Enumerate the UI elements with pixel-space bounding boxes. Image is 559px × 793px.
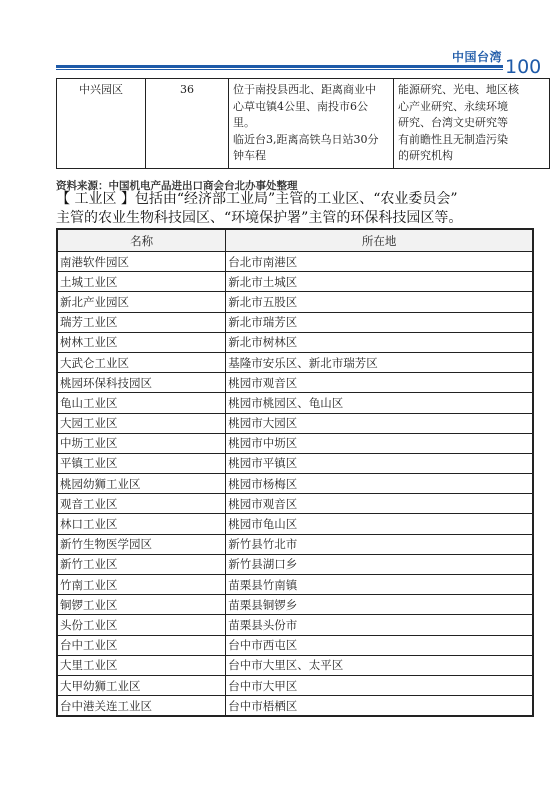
location-line: 位于南投县西北、距离商业中 [233, 83, 376, 96]
zone-location: 桃园市观音区 [226, 494, 533, 514]
field-line: 的研究机构 [398, 149, 453, 162]
zone-location: 桃园市桃园区、龟山区 [226, 393, 533, 413]
field-line: 能源研究、光电、地区核 [398, 83, 519, 96]
header-title: 中国台湾 [452, 50, 503, 64]
table-row [57, 433, 533, 453]
zone-location: 桃园市中坜区 [226, 433, 533, 453]
table-row [57, 79, 550, 169]
zone-name: 观音工业区 [57, 494, 226, 514]
table-row [57, 575, 533, 595]
table-row [57, 534, 533, 554]
zone-location: 桃园市平镇区 [226, 453, 533, 473]
field-line: 心产业研究、永续环境 [398, 99, 508, 113]
table-row [57, 635, 533, 655]
table-row [57, 352, 533, 372]
zone-name: 瑞芳工业区 [57, 312, 226, 332]
zone-name: 大甲幼狮工业区 [57, 675, 226, 695]
table-row [57, 272, 533, 292]
zone-name: 新竹生物医学园区 [57, 534, 226, 554]
table-row [57, 675, 533, 695]
park-location [229, 79, 394, 169]
zone-location: 新竹县湖口乡 [226, 554, 533, 574]
zone-name: 龟山工业区 [57, 393, 226, 413]
zone-location: 台北市南港区 [226, 252, 533, 272]
zone-location: 基隆市安乐区、新北市瑞芳区 [226, 352, 533, 372]
table-row [57, 332, 533, 352]
table-row [57, 393, 533, 413]
location-line: 临近台3,距离高铁乌日站30分 [233, 132, 379, 146]
table-row [57, 474, 533, 494]
zone-location: 台中市大里区、太平区 [226, 655, 533, 675]
zone-name: 土城工业区 [57, 272, 226, 292]
zone-name: 新竹工业区 [57, 554, 226, 574]
field-line: 有前瞻性且无制造污染 [398, 132, 508, 146]
header-rule-thin [56, 69, 503, 70]
zone-name: 大园工业区 [57, 413, 226, 433]
table-row [57, 292, 533, 312]
table-row [57, 595, 533, 615]
zone-name: 中坜工业区 [57, 433, 226, 453]
zone-name: 竹南工业区 [57, 575, 226, 595]
zone-location: 桃园市杨梅区 [226, 474, 533, 494]
table-row [57, 373, 533, 393]
industrial-zone-table [56, 228, 534, 717]
zone-location: 台中市西屯区 [226, 635, 533, 655]
intro-paragraph [56, 190, 534, 227]
zone-name: 台中工业区 [57, 635, 226, 655]
zone-location: 新北市五股区 [226, 292, 533, 312]
zone-name: 新北产业园区 [57, 292, 226, 312]
zone-location: 台中市梧栖区 [226, 696, 533, 717]
zone-name: 桃园幼狮工业区 [57, 474, 226, 494]
park-field [394, 79, 550, 169]
zone-location: 苗栗县头份市 [226, 615, 533, 635]
zone-name: 台中港关连工业区 [57, 696, 226, 717]
field-line: 研究、台湾文史研究等 [398, 116, 508, 129]
zone-location: 新北市瑞芳区 [226, 312, 533, 332]
zone-name: 林口工业区 [57, 514, 226, 534]
zone-location: 新北市树林区 [226, 332, 533, 352]
zone-name: 大武仑工业区 [57, 352, 226, 372]
table-row [57, 655, 533, 675]
source-note: 资料来源：中国机电产品进出口商会台北办事处整理 [56, 180, 298, 192]
paragraph-line: 【 工业区 】包括由“经济部工业局”主管的工业区、“农业委员会” [56, 191, 458, 207]
park-info-table [56, 78, 550, 169]
table-header-row [57, 229, 533, 252]
zone-name: 铜锣工业区 [57, 595, 226, 615]
park-name: 中兴园区 [57, 79, 146, 169]
table-row [57, 494, 533, 514]
zone-location: 新北市土城区 [226, 272, 533, 292]
paragraph-line: 主管的农业生物科技园区、“环境保护署”主管的环保科技园区等。 [56, 209, 463, 226]
table-row [57, 696, 533, 717]
column-header-name: 名称 [57, 229, 226, 252]
table-row [57, 514, 533, 534]
column-header-location: 所在地 [226, 229, 533, 252]
zone-name: 大里工业区 [57, 655, 226, 675]
zone-name: 头份工业区 [57, 615, 226, 635]
zone-name: 树林工业区 [57, 332, 226, 352]
zone-name: 南港软件园区 [57, 252, 226, 272]
zone-location: 苗栗县竹南镇 [226, 575, 533, 595]
table-row [57, 615, 533, 635]
zone-name: 桃园环保科技园区 [57, 373, 226, 393]
zone-location: 台中市大甲区 [226, 675, 533, 695]
zone-location: 苗栗县铜锣乡 [226, 595, 533, 615]
table-row [57, 312, 533, 332]
table-row [57, 252, 533, 272]
zone-location: 桃园市观音区 [226, 373, 533, 393]
zone-location: 桃园市大园区 [226, 413, 533, 433]
zone-name: 平镇工业区 [57, 453, 226, 473]
location-line: 心草屯镇4公里、南投市6公里。 [233, 99, 368, 129]
table-row [57, 413, 533, 433]
zone-location: 桃园市龟山区 [226, 514, 533, 534]
table-row [57, 554, 533, 574]
table-row [57, 453, 533, 473]
page-number: 100 [505, 56, 542, 78]
location-line: 钟车程 [233, 149, 266, 162]
zone-location: 新竹县竹北市 [226, 534, 533, 554]
header-rule [56, 65, 503, 68]
park-number: 36 [146, 79, 229, 169]
